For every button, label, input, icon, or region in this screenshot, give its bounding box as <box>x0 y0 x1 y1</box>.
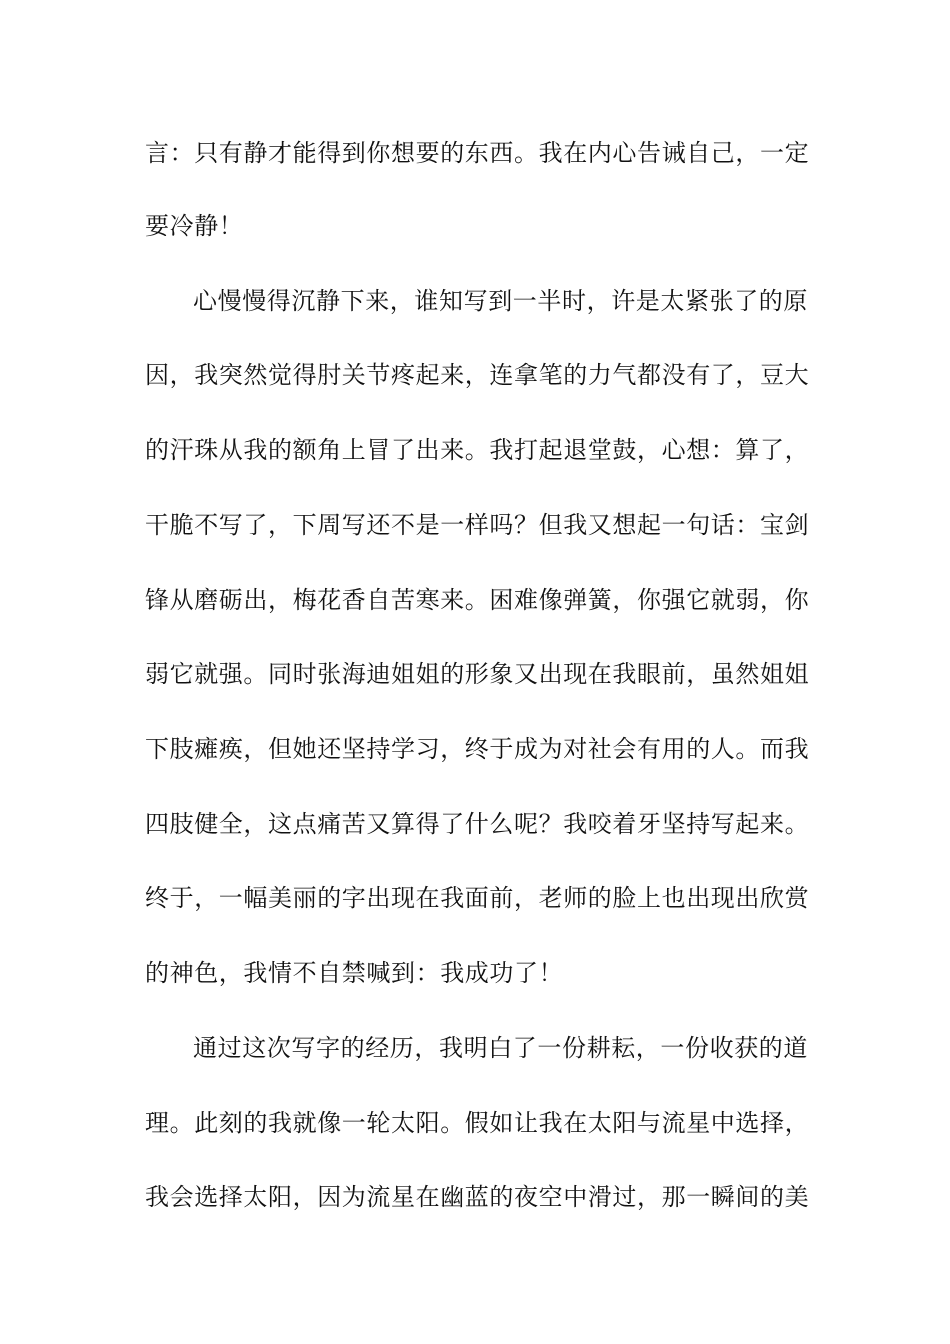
text-line: 的汗珠从我的额角上冒了出来。我打起退堂鼓，心想：算了， <box>145 436 810 464</box>
text-line: 的神色，我情不自禁喊到：我成功了！ <box>145 959 564 987</box>
text-line: 因，我突然觉得肘关节疼起来，连拿笔的力气都没有了，豆大 <box>145 361 810 389</box>
text-line: 终于，一幅美丽的字出现在我面前，老师的脸上也出现出欣赏 <box>145 884 810 912</box>
text-line: 锋从磨砺出，梅花香自苦寒来。困难像弹簧，你强它就弱，你 <box>145 586 810 614</box>
text-line: 言：只有静才能得到你想要的东西。我在内心告诫自己，一定 <box>145 139 810 167</box>
text-line: 下肢瘫痪，但她还坚持学习，终于成为对社会有用的人。而我 <box>145 735 810 763</box>
text-line: 要冷静！ <box>145 212 244 240</box>
text-line: 我会选择太阳，因为流星在幽蓝的夜空中滑过，那一瞬间的美 <box>145 1183 810 1211</box>
text-line: 心慢慢得沉静下来，谁知写到一半时，许是太紧张了的原 <box>193 287 808 315</box>
text-line: 四肢健全，这点痛苦又算得了什么呢？我咬着牙坚持写起来。 <box>145 810 810 838</box>
text-line: 干脆不写了，下周写还不是一样吗？但我又想起一句话：宝剑 <box>145 511 810 539</box>
text-line: 理。此刻的我就像一轮太阳。假如让我在太阳与流星中选择， <box>145 1109 810 1137</box>
text-line: 弱它就强。同时张海迪姐姐的形象又出现在我眼前，虽然姐姐 <box>145 660 810 688</box>
text-line: 通过这次写字的经历，我明白了一份耕耘，一份收获的道 <box>193 1034 808 1062</box>
